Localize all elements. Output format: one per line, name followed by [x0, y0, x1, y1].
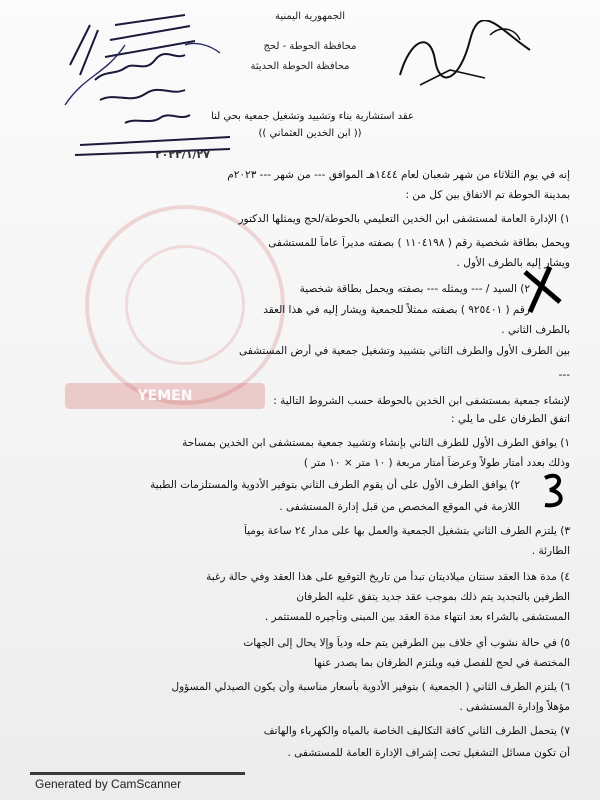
body-line: ٢) يوافق الطرف الأول على أن يقوم الطرف الثاني بتوفير الأدوية والمستلزمات الطبية	[150, 479, 520, 491]
body-line: رقم ( ٩٢٥٤٠١ ) بصفته ممثلاً للجمعية ويشار إليه في هذا العقد	[263, 304, 530, 316]
body-line: إنه في يوم الثلاثاء من شهر شعبان لعام ١٤٤٤هـ الموافق --- من شهر --- ٢٠٢٣م	[227, 169, 570, 181]
scanner-footer: Generated by CamScanner	[35, 777, 182, 791]
margin-mark-number	[540, 470, 570, 510]
body-line: ١) الإدارة العامة لمستشفى ابن الخدين التعليمي بالحوطة/لحج ويمثلها الدكتور	[238, 213, 570, 225]
watermark-band: YEMEN	[65, 383, 265, 409]
body-line: ٧) يتحمل الطرف الثاني كافة التكاليف الخاصة بالمياه والكهرباء والهاتف	[263, 725, 570, 737]
body-line: ٢) السيد / --- ويمثله --- بصفته ويحمل بطاقة شخصية	[299, 283, 530, 295]
signature-top-right	[390, 20, 540, 90]
body-line: ٤) مدة هذا العقد سنتان ميلاديتان تبدأ من تاريخ التوقيع على هذا العقد وفي حالة رغبة	[206, 571, 570, 583]
body-line: ---	[558, 369, 570, 381]
body-line: بمدينة الحوطة تم الاتفاق بين كل من :	[405, 189, 570, 201]
subject-line-1: عقد استشارية بناء وتشييد وتشغيل جمعية بحي لنا	[211, 111, 414, 122]
handwritten-notes-top-left	[55, 5, 255, 165]
body-line: بين الطرف الأول والطرف الثاني بتشييد وتشغيل جمعية في أرض المستشفى	[239, 345, 570, 357]
body-line: اتفق الطرفان على ما يلي :	[450, 413, 570, 425]
body-line: بالطرف الثاني .	[501, 324, 570, 336]
subject-line-2: (( ابن الخدين العثماني ))	[258, 128, 362, 139]
body-line: المستشفى بالشراء بعد انتهاء مدة العقد بين المبنى وتأجيره للمستثمر .	[264, 611, 570, 623]
body-line: اللازمة في الموقع المخصص من قبل إدارة المستشفى .	[279, 501, 520, 513]
body-line: أن تكون مسائل التشغيل تحت إشراف الإدارة العامة للمستشفى .	[287, 747, 570, 759]
body-line: ٦) يلتزم الطرف الثاني ( الجمعية ) بتوفير الأدوية بأسعار مناسبة وأن يكون الصيدلي المسؤول	[171, 681, 570, 693]
body-line: مؤهلاً وإدارة المستشفى .	[459, 701, 570, 713]
body-line: ٥) في حالة نشوب أي خلاف بين الطرفين يتم حله ودياً وإلا يحال إلى الجهات	[243, 637, 570, 649]
body-line: ويشار إليه بالطرف الأول .	[456, 257, 570, 269]
margin-mark-arrow	[520, 262, 570, 322]
header-line-3: محافظة الحوطة الحديثة	[250, 61, 350, 72]
body-line: الطرفين بالتجديد يتم ذلك بموجب عقد جديد يتفق عليه الطرفان	[296, 591, 570, 603]
body-line: ويحمل بطاقة شخصية رقم ( ١١٠٤١٩٨ ) بصفته مديراً عاماً للمستشفى	[268, 237, 570, 249]
body-line: وذلك بعدد أمتار طولاً وعرضاً أمتار مربعة ( ١٠ متر × ١٠ متر )	[303, 457, 570, 469]
stamp-date: ٢٠٢٣/١/٢٧	[154, 148, 210, 161]
body-line: ٣) يلتزم الطرف الثاني بتشغيل الجمعية والعمل بها على مدار ٢٤ ساعة يومياً	[243, 525, 570, 537]
body-line: الطارئة .	[531, 545, 570, 557]
body-line: المختصة في لحج للفصل فيه ويلتزم الطرفان بما يصدر عنها	[314, 657, 570, 669]
header-line-2: محافظة الحوطة - لحج	[263, 41, 357, 52]
body-line: ١) يوافق الطرف الأول للطرف الثاني بإنشاء وتشييد جمعية بمستشفى ابن الخدين بمساحة	[182, 437, 570, 449]
header-line-1: الجمهورية اليمنية	[274, 11, 345, 22]
body-line: لإنشاء جمعية بمستشفى ابن الخدين بالحوطة حسب الشروط التالية :	[273, 395, 570, 407]
scanner-bar	[30, 772, 245, 775]
